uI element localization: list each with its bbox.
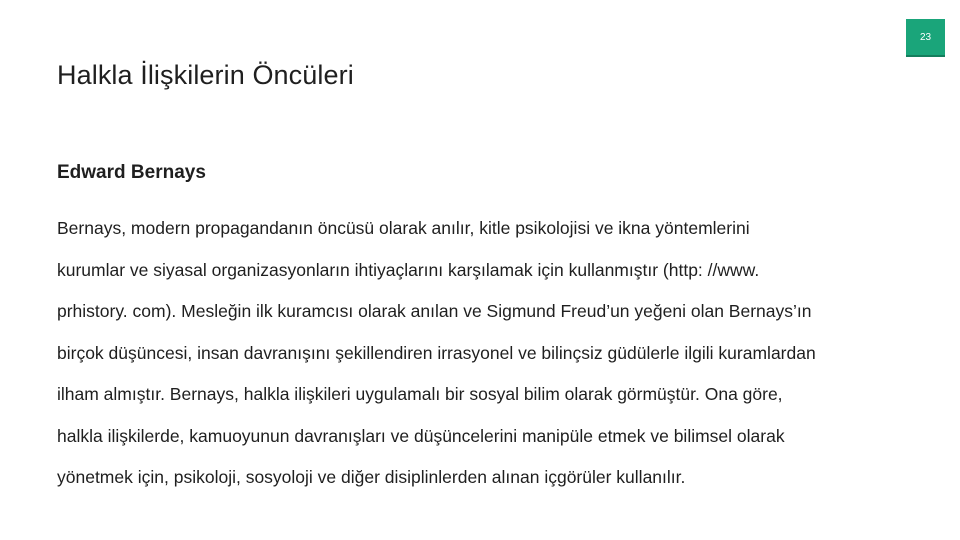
body-line: birçok düşüncesi, insan davranışını şekillendiren irrasyonel ve bilinçsiz güdülerle ilgili kuramlardan [57, 342, 816, 363]
body-line: kurumlar ve siyasal organizasyonların ihtiyaçlarını karşılamak için kullanmıştır (http: //www. [57, 259, 760, 280]
page-number-badge [906, 19, 945, 55]
page-number: 23 [919, 31, 932, 43]
section-heading: Edward Bernays [57, 162, 206, 183]
slide-title: Halkla İlişkilerin Öncüleri [57, 60, 354, 90]
body-line: ilham almıştır. Bernays, halkla ilişkileri uygulamalı bir sosyal bilim olarak görmüştür. Ona göre, [57, 384, 783, 404]
body-paragraph [57, 208, 937, 499]
body-line: yönetmek için, psikoloji, sosyoloji ve diğer disiplinlerden alınan içgörüler kullanılır. [57, 467, 686, 487]
body-line: prhistory. com). Mesleğin ilk kuramcısı olarak anılan ve Sigmund Freud’un yeğeni olan Bernays’ın [57, 301, 812, 321]
body-line: Bernays, modern propagandanın öncüsü olarak anılır, kitle psikolojisi ve ikna yöntemlerini [57, 218, 750, 238]
page-number-badge-shadow [906, 55, 945, 57]
body-line: halkla ilişkilerde, kamuoyunun davranışları ve düşüncelerini manipüle etmek ve bilimsel olarak [57, 425, 785, 446]
